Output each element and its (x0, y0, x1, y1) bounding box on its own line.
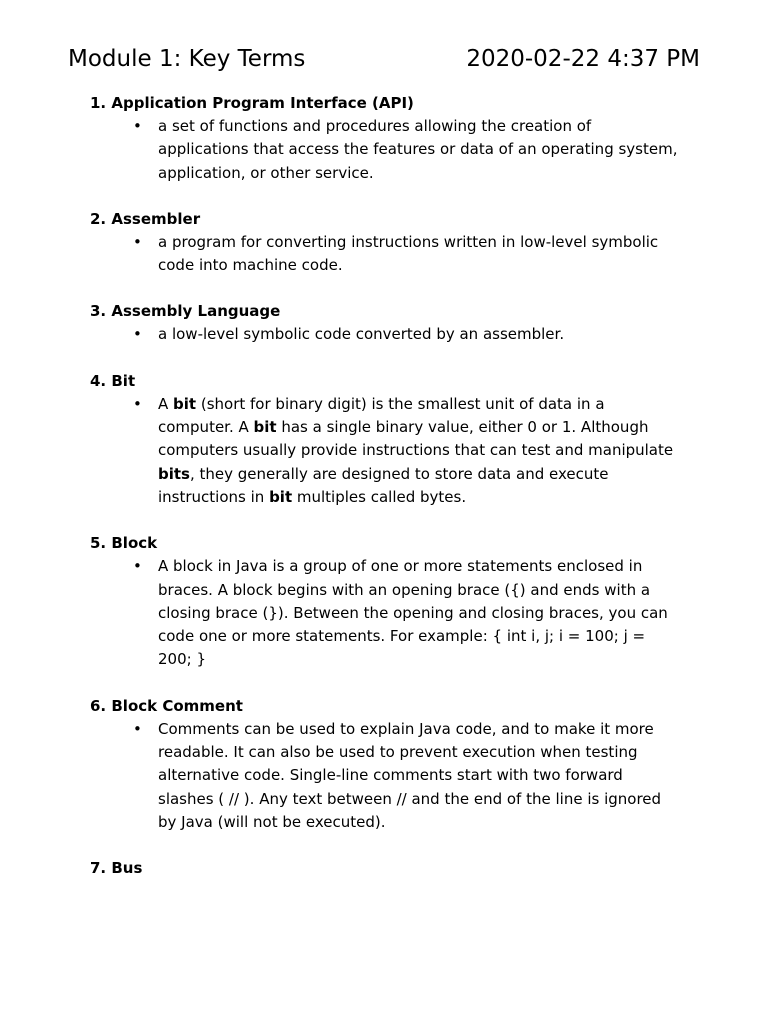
term-name: Assembly Language (111, 302, 281, 321)
term-name: Assembler (111, 209, 201, 228)
bullet-icon: • (133, 232, 142, 251)
term-item (90, 92, 690, 185)
term-definition (90, 393, 678, 509)
definition-text: multiples called bytes. (292, 487, 467, 506)
term-name: Block Comment (111, 696, 243, 715)
definition-list (90, 555, 690, 671)
term-heading (90, 695, 690, 718)
definition-bold-text: bit (269, 487, 293, 506)
bullet-icon: • (133, 325, 142, 344)
term-definition (90, 323, 678, 346)
definition-text: A block in Java is a group of one or more statements enclosed in braces. A block begins with an opening brace ({) and ends with a closing brace (}). Between the opening and closing braces, you can code one or more statements. For example: { int i, j; i = 100; j = 200; } (158, 557, 668, 669)
bullet-icon: • (133, 719, 142, 738)
term-item (90, 857, 690, 880)
page-datetime: 2020-02-22 4:37 PM (466, 46, 700, 72)
term-heading (90, 532, 690, 555)
term-heading (90, 208, 690, 231)
term-name: Bus (111, 859, 143, 878)
term-definition (90, 231, 678, 278)
term-number: 1. (90, 94, 107, 112)
term-heading (90, 370, 690, 393)
page-title: Module 1: Key Terms (68, 46, 306, 72)
term-heading (90, 300, 690, 323)
term-heading (90, 92, 690, 115)
bullet-icon: • (133, 117, 142, 135)
definition-text: a low-level symbolic code converted by an assembler. (158, 325, 565, 344)
term-name: Block (111, 534, 158, 553)
definition-list (90, 323, 690, 346)
definition-text: A (158, 394, 174, 413)
term-number: 6. (90, 696, 107, 715)
term-heading (90, 857, 690, 880)
term-number: 5. (90, 534, 107, 553)
definition-list (90, 231, 690, 278)
term-number: 2. (90, 209, 107, 228)
term-item (90, 370, 690, 509)
term-number: 7. (90, 859, 107, 878)
term-item (90, 300, 690, 346)
definition-list (90, 718, 690, 834)
key-terms-list (90, 92, 690, 903)
term-number: 3. (90, 302, 107, 321)
term-name: Application Program Interface (API) (111, 94, 414, 112)
definition-bold-text: bit (253, 418, 277, 437)
definition-text: Comments can be used to explain Java code, and to make it more readable. It can also be used to prevent execution when testing alternative code. Single-line comments start with two forward slashes ( // ). Any text between // and the end of the line is ignored by Java (will not be executed). (158, 719, 662, 831)
term-name: Bit (111, 371, 136, 390)
definition-text: a program for converting instructions written in low-level symbolic code into machine code. (158, 232, 659, 275)
term-item (90, 532, 690, 671)
definition-list (90, 115, 690, 185)
bullet-icon: • (133, 394, 142, 413)
definition-text: (short for binary digit) is the smallest unit of data in a computer. A (158, 394, 605, 437)
bullet-icon: • (133, 557, 142, 576)
term-item (90, 695, 690, 834)
definition-list (90, 393, 690, 509)
term-item (90, 208, 690, 278)
term-definition (90, 718, 678, 834)
term-number: 4. (90, 371, 107, 390)
definition-bold-text: bit (173, 394, 197, 413)
term-definition (90, 115, 678, 185)
term-definition (90, 555, 678, 671)
definition-bold-text: bits (158, 464, 190, 483)
definition-text: , they generally are designed to store data and execute instructions in (158, 464, 609, 506)
definition-text: has a single binary value, either 0 or 1. Although computers usually provide instructions that can test and manipulate (158, 418, 674, 460)
definition-text: a set of functions and procedures allowing the creation of applications that access the features or data of an operating system, application, or other service. (158, 117, 678, 182)
